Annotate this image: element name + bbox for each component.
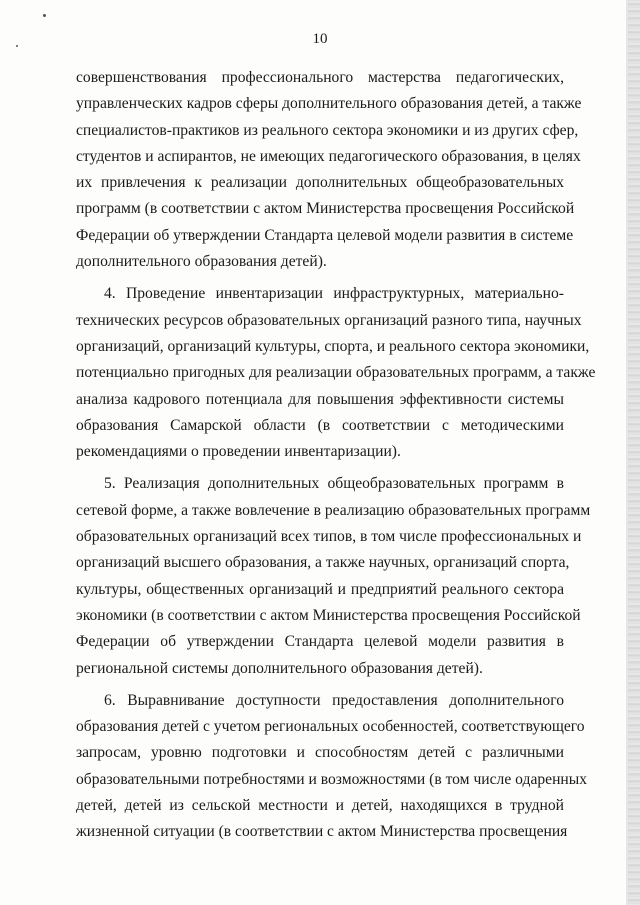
text-line: технических ресурсов образовательных организаций разного типа, научных <box>76 311 582 329</box>
text-line: образования Самарской области (в соответствии с методическими <box>76 416 564 434</box>
scan-speck <box>43 14 46 17</box>
text-line: совершенствования профессионального мастерства педагогических, <box>76 69 564 86</box>
scanned-page-edge <box>628 0 640 905</box>
body-text <box>76 65 596 852</box>
page-number: 10 <box>312 31 328 47</box>
text-line: управленческих кадров сферы дополнительного образования детей, а также <box>76 95 582 113</box>
text-line: дополнительного образования детей). <box>76 253 327 271</box>
text-line: региональной системы дополнительного образования детей). <box>76 659 483 677</box>
text-line: анализа кадрового потенциала для повышения эффективности системы <box>76 390 564 408</box>
text-line: специалистов-практиков из реального сектора экономики и из других сфер, <box>76 121 579 139</box>
text-line: 6. Выравнивание доступности предоставления дополнительного <box>104 691 564 709</box>
text-line: Федерации об утверждении Стандарта целевой модели развития в системе <box>76 226 574 244</box>
text-line: экономики (в соответствии с актом Министерства просвещения Российской <box>76 606 581 624</box>
paragraph-item-6 <box>76 688 588 846</box>
paragraph-item-5 <box>76 471 591 681</box>
text-line: образовательными потребностями и возможностями (в том числе одаренных <box>76 770 588 788</box>
text-line: организаций высшего образования, а также научных, организаций спорта, <box>76 554 570 572</box>
text-line: детей, детей из сельской местности и детей, находящихся в трудной <box>76 797 564 815</box>
text-line: студентов и аспирантов, не имеющих педагогического образования, в целях <box>76 147 581 165</box>
text-line: сетевой форме, а также вовлечение в реализацию образовательных программ <box>76 501 591 519</box>
paragraph-continuation <box>76 65 582 275</box>
text-line: образовательных организаций всех типов, в том числе профессиональных и <box>76 528 582 546</box>
text-line: запросам, уровню подготовки и способностям детей с различными <box>76 744 564 762</box>
text-line: их привлечения к реализации дополнительных общеобразовательных <box>76 174 564 192</box>
text-line: программ (в соответствии с актом Министерства просвещения Российской <box>76 200 575 218</box>
text-line: 5. Реализация дополнительных общеобразовательных программ в <box>104 475 564 493</box>
text-line: потенциально пригодных для реализации образовательных программ, а также <box>76 364 596 382</box>
text-line: культуры, общественных организаций и предприятий реального сектора <box>76 580 564 598</box>
text-line: рекомендациями о проведении инвентаризации). <box>76 443 401 461</box>
paragraph-item-4 <box>76 281 596 465</box>
text-line: образования детей с учетом региональных особенностей, соответствующего <box>76 718 585 736</box>
text-line: Федерации об утверждении Стандарта целевой модели развития в <box>76 633 564 651</box>
text-line: организаций, организаций культуры, спорта, и реального сектора экономики, <box>76 337 590 355</box>
text-line: 4. Проведение инвентаризации инфраструктурных, материально- <box>104 285 564 303</box>
text-line: жизненной ситуации (в соответствии с актом Министерства просвещения <box>76 823 568 841</box>
